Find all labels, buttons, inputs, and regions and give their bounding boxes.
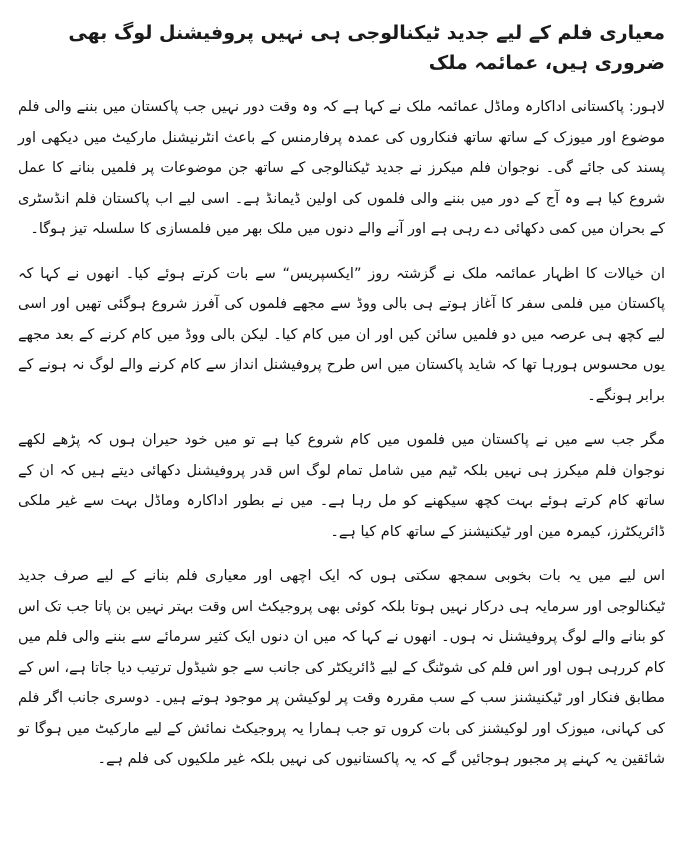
article-headline: معیاری فلم کے لیے جدید ٹیکنالوجی ہی نہیں پروفیشنل لوگ بھی ضروری ہیں، عمائمہ ملک [68,22,665,74]
article-paragraph-1: لاہور: پاکستانی اداکارہ وماڈل عمائمہ ملک نے کہا ہے کہ وہ وقت دور نہیں جب پاکستان میں بننے والی فلم موضوع اور میوزک کے ساتھ ساتھ فنکاروں کی عمدہ پرفارمنس کے باعث انٹرنیشنل مارکیٹ میں دیکھی اور پسند کی جائے گی۔ نوجوان فلم میکرز نے جدید ٹیکنالوجی کے ساتھ جن موضوعات پر فلمیں بنانے کا عمل شروع کیا ہے وہ آج کے دور میں بننے والی فلموں کی اولین ڈیمانڈ ہے۔ اسی لیے اب پاکستان فلم انڈسٹری کے بحران میں کمی دکھائی دے رہی ہے اور آنے والے دنوں میں ملک بھر میں فلمسازی کا سلسلہ تیز ہوگا۔ [18,99,665,237]
article-paragraph-2: ان خیالات کا اظہار عمائمہ ملک نے گزشتہ روز ”ایکسپریس“ سے بات کرتے ہوئے کیا۔ انھوں نے کہا کہ پاکستان میں فلمی سفر کا آغاز ہوتے ہی بالی ووڈ سے مجھے فلموں کی آفرز شروع ہوگئی تھیں اور اسی لیے کچھ ہی عرصہ میں دو فلمیں سائن کیں اور ان میں کام کیا۔ لیکن بالی ووڈ میں کام کرنے کے بعد مجھے یوں محسوس ہورہا تھا کہ شاید پاکستان میں اس طرح پروفیشنل انداز سے کام کرنے والے لوگ نہ ہونے کے برابر ہونگے۔ [18,265,665,404]
article-paragraph-3: مگر جب سے میں نے پاکستان میں فلموں میں کام شروع کیا ہے تو میں خود حیران ہوں کہ پڑھے لکھے نوجوان فلم میکرز ہی نہیں بلکہ ٹیم میں شامل تمام لوگ اس قدر پروفیشنل دکھائی دیتے ہیں کہ ان کے ساتھ کام کرتے ہوئے بہت کچھ سیکھنے کو مل رہا ہے۔ میں نے بطور اداکارہ وماڈل بہت سے غیر ملکی ڈائریکٹرز، کیمرہ مین اور ٹیکنیشنز کے ساتھ کام کیا ہے۔ [18,432,665,540]
article-paragraph-4: اس لیے میں یہ بات بخوبی سمجھ سکتی ہوں کہ ایک اچھی اور معیاری فلم بنانے کے لیے صرف جدید ٹیکنالوجی اور سرمایہ ہی درکار نہیں ہوتا بلکہ کوئی بھی پروجیکٹ اس وقت بہتر نہیں بن پاتا جب تک اس کو بنانے والے لوگ پروفیشنل نہ ہوں۔ انھوں نے کہا کہ میں ان دنوں ایک کثیر سرمائے سے بننے والی فلم میں کام کررہی ہوں اور اس فلم کی شوٹنگ کے لیے ڈائریکٹر کی جانب سے جو شیڈول ترتیب دیا جاتا ہے، اس کے مطابق فنکار اور ٹیکنیشنز سب کے سب مقررہ وقت پر لوکیشن پر موجود ہوتے ہیں۔ دوسری جانب اگر فلم کی کہانی، میوزک اور لوکیشنز کی بات کروں تو جب ہمارا یہ پروجیکٹ نمائش کے لیے مارکیٹ میں ہوگا تو شائقین یہ کہنے پر مجبور ہوجائیں گے کہ یہ پاکستانیوں کی نہیں بلکہ غیر ملکیوں کی فلم ہے۔ [18,568,665,767]
